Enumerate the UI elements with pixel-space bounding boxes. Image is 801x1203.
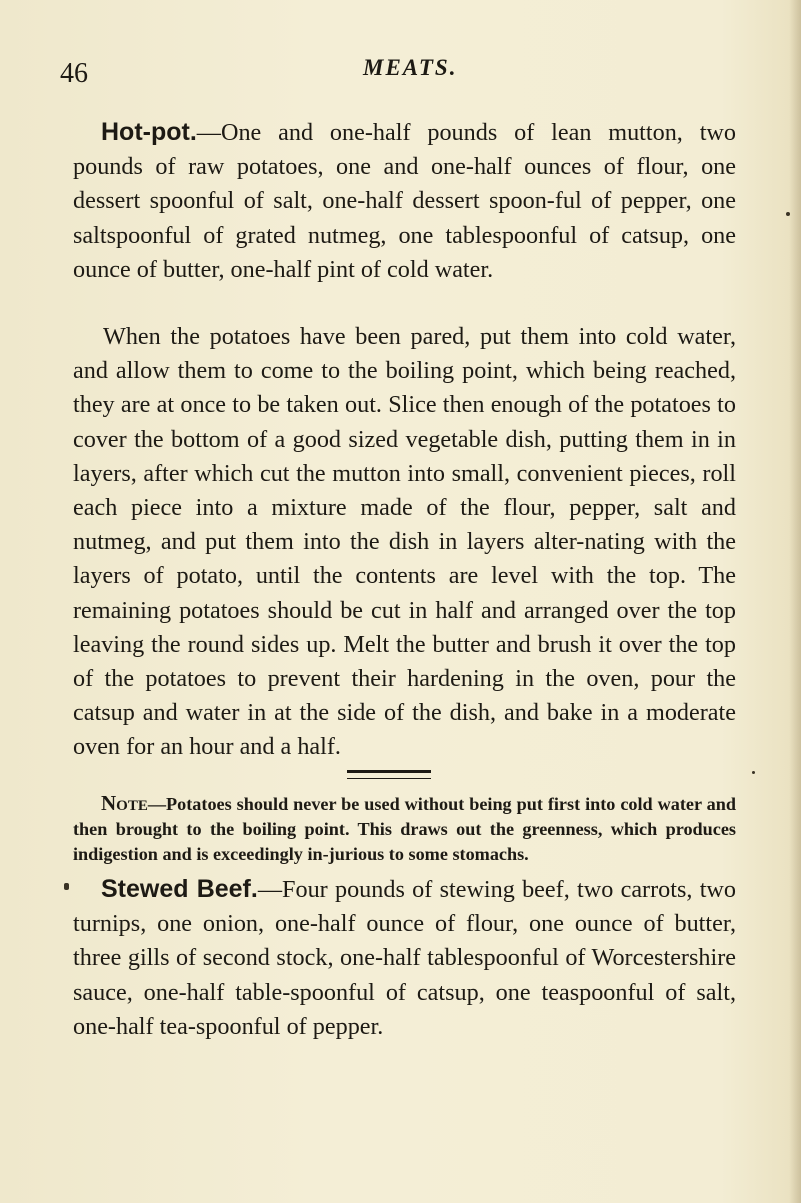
running-head: MEATS. — [363, 55, 458, 80]
recipe-title-hot-pot: Hot-pot. — [101, 118, 197, 146]
hot-pot-method-paragraph — [73, 320, 736, 765]
hot-pot-method: When the potatoes have been pared, put them into cold water, and allow them to come to the boiling point, which being reached, they are at once to be taken out. Slice then enough of the potatoes to cover the bottom of a good sized vegetable dish, putting them in in layers, after which cut the mutton into small, convenient pieces, roll each piece into a mixture made of the flour, pepper, salt and nutmeg, and put them into the dish in layers alter-nating with the layers of potato, until the contents are level with the top. The remaining potatoes should be cut in half and arranged over the top leaving the round sides up. Melt the butter and brush it over the top of the potatoes to prevent their hardening in the oven, pour the catsup and water in at the side of the dish, and bake in a moderate oven for an hour and a half. — [73, 323, 736, 761]
page-number: 46 — [60, 58, 88, 89]
page-header — [60, 50, 740, 90]
stewed-beef-ingredients-paragraph — [73, 872, 736, 1044]
stewed-beef-ingredients: —Four pounds of stewing beef, two carrots, two turnips, one onion, one-half ounce of flour, one ounce of butter, three gills of second stock, one-half tablespoonful of Worcestershire sauce, one-half table-spoonful of catsup, one teaspoonful of salt, one-half tea-spoonful of pepper. — [73, 876, 736, 1040]
page-edge-shadow — [789, 0, 801, 1203]
note-label: Note — [101, 791, 148, 815]
hot-pot-ingredients-paragraph — [73, 115, 736, 287]
ink-speck — [64, 883, 69, 890]
section-divider — [347, 770, 431, 779]
hot-pot-ingredients: —One and one-half pounds of lean mutton, two pounds of raw potatoes, one and one-half ounces of flour, one dessert spoonful of salt, one-half dessert spoon-ful of pepper, one saltspoonful of grated nutmeg, one tablespoonful of catsup, one ounce of butter, one-half pint of cold water. — [73, 119, 736, 283]
recipe-title-stewed-beef: Stewed Beef. — [101, 875, 258, 903]
note-paragraph — [73, 791, 736, 867]
ink-speck — [786, 212, 790, 216]
note-text: —Potatoes should never be used without being put first into cold water and then brought to the boiling point. This draws out the greenness, which produces indigestion and is exceedingly in-jurious to some stomachs. — [73, 794, 736, 864]
ink-speck — [752, 771, 755, 774]
